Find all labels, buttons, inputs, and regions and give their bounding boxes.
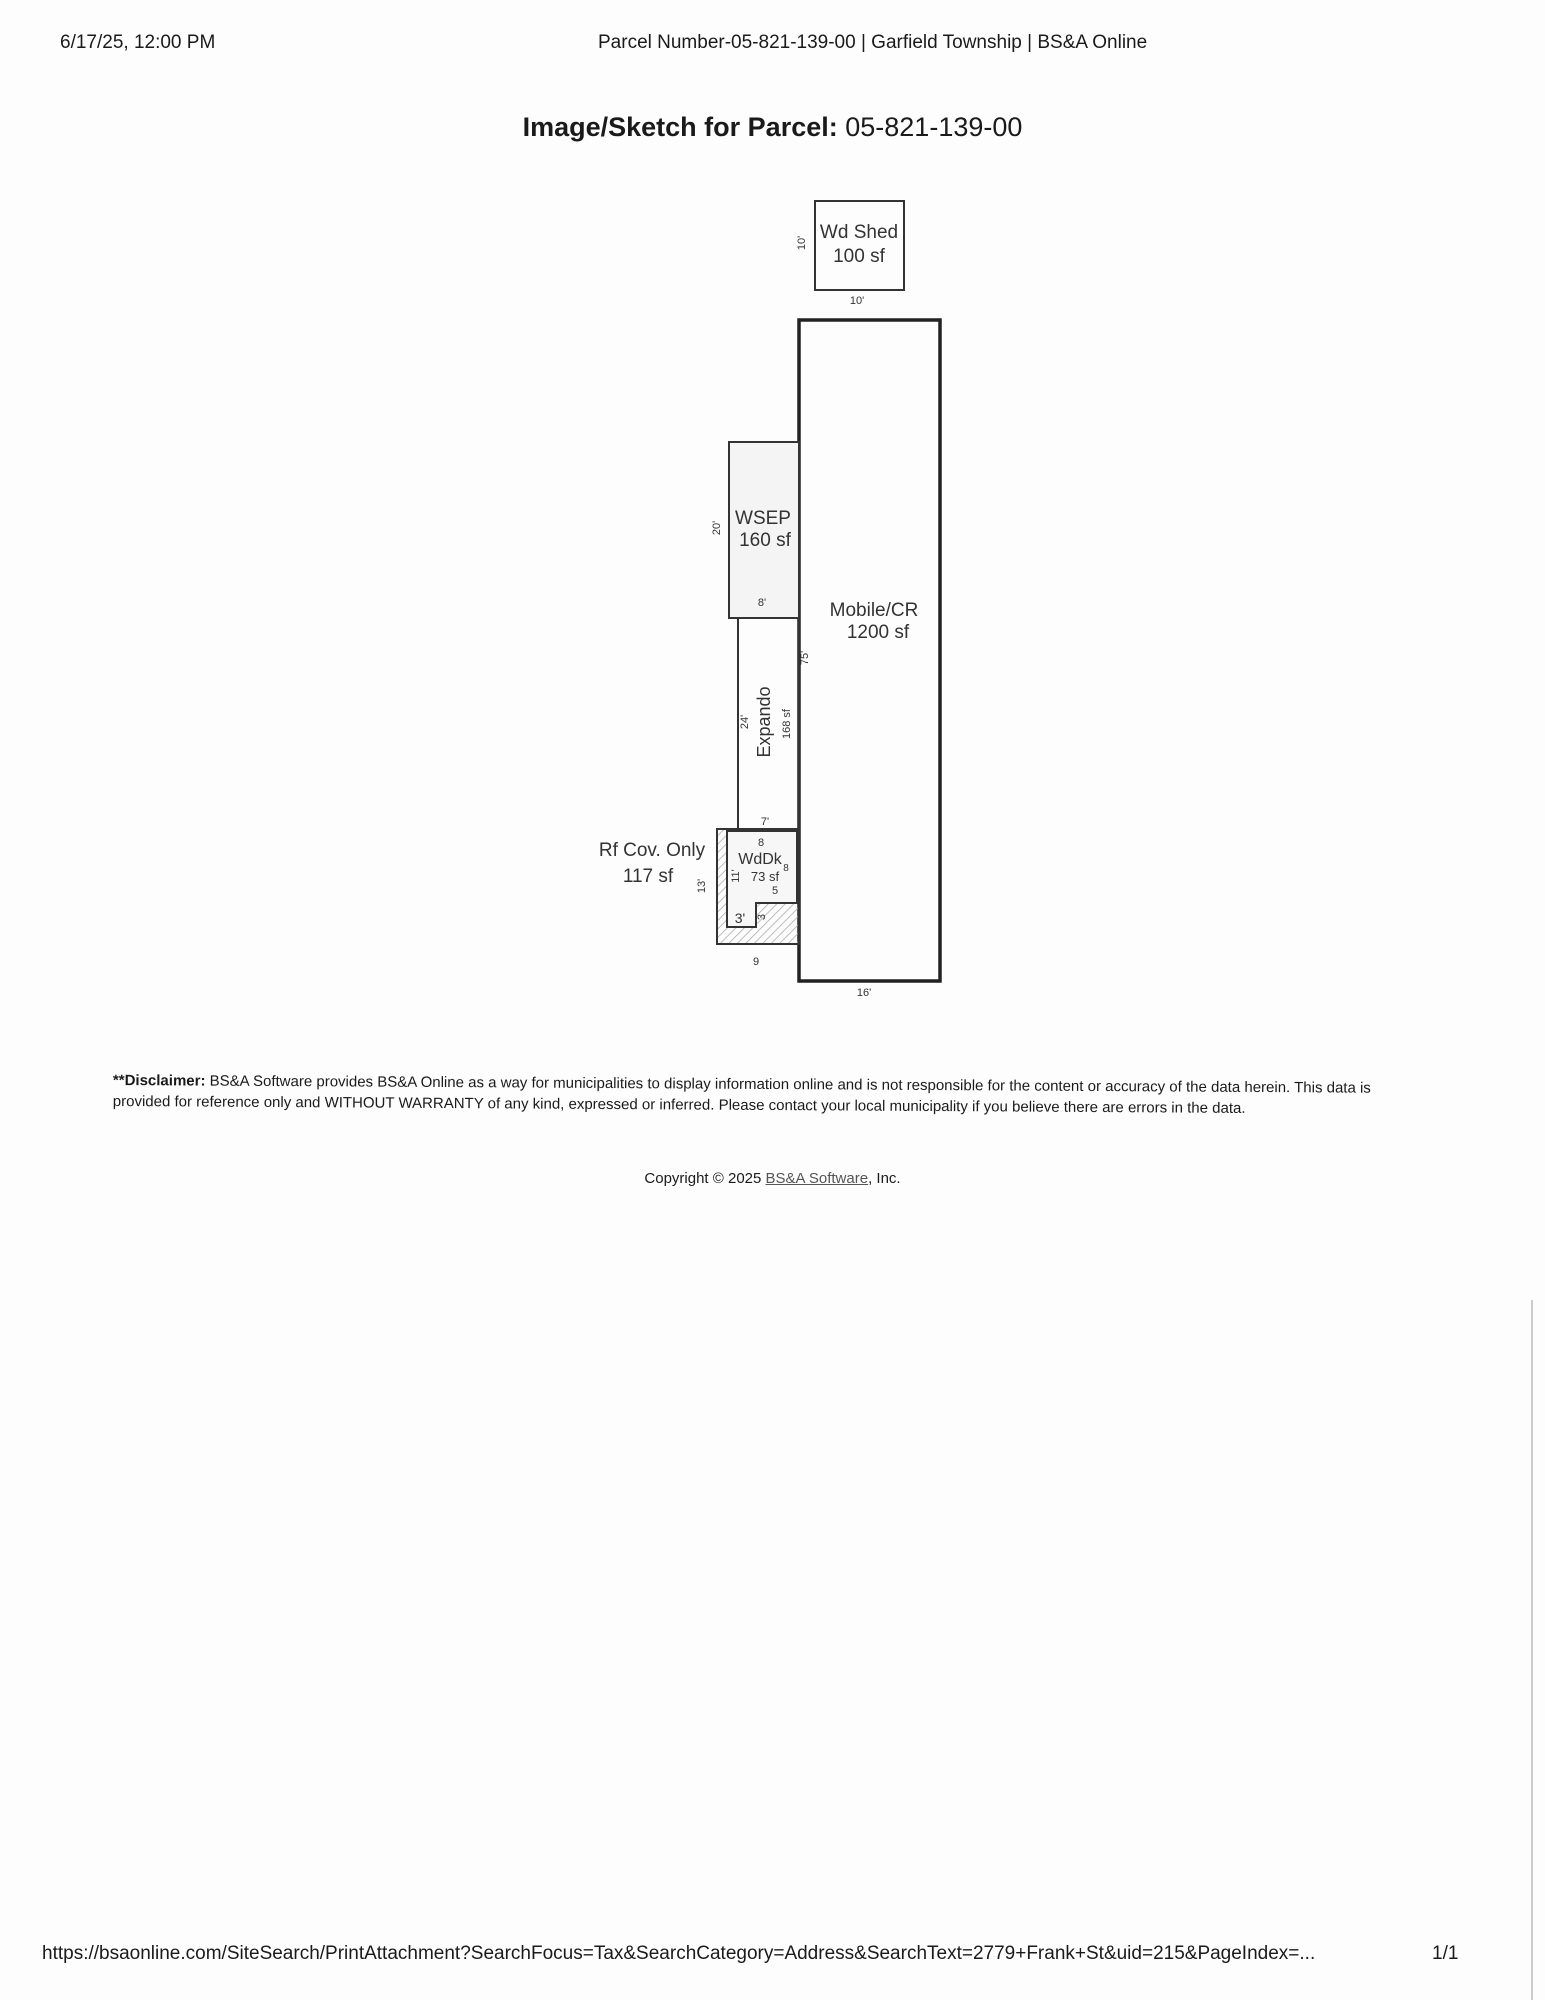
disclaimer [113,1070,1413,1120]
copyright-suffix: , Inc. [868,1170,901,1187]
shed-dim-side: 10' [796,235,808,251]
shed-name: Wd Shed [819,222,899,243]
disclaimer-text: BS&A Software provides BS&A Online as a way for municipalities to display information online and is not responsible for the content or accuracy of the data herein. This data is provided for reference only and WITHOUT WARRANTY of any kind, expressed or inferred. Please contact your local municipality if you believe there are errors in the data. [112,1072,1371,1117]
wsep-area: 160 sf [739,530,791,551]
wsep-dim-side: 20' [711,520,723,536]
expando-name: Expando [754,686,774,758]
mobile-name: Mobile/CR [829,600,919,621]
wddk-dim-step-top: 5 [771,885,779,897]
copyright-link[interactable]: BS&A Software [765,1170,869,1187]
copyright [0,1170,1545,1187]
wddk-dim-top: 8 [757,837,765,849]
shed-area: 100 sf [833,246,885,267]
rfcov-name: Rf Cov. Only [598,840,706,861]
rfcov-dim-side: 13' [696,878,708,894]
expando-dim-side: 24' [739,714,751,730]
page-counter: 1/1 [1432,1943,1459,1964]
parcel-number: 05-821-139-00 [845,112,1023,142]
scan-edge-line [1531,1300,1533,2000]
title-label: Image/Sketch for Parcel: [522,112,838,142]
wsep-dim-bottom: 8' [757,597,767,609]
expando-dim-bottom: 7' [760,816,770,828]
wddk-dim-step-side: 3 [756,913,768,921]
copyright-prefix: Copyright © 2025 [644,1170,762,1187]
mobile-dim-side: 75' [799,650,811,666]
wddk-dim-left: 11' [730,869,742,883]
wddk-area: 73 sf [750,869,780,884]
wddk-name: WdDk [738,851,782,868]
print-page-title: Parcel Number-05-821-139-00 | Garfield Township | BS&A Online [598,32,1148,53]
rfcov-dim-bottom: 9 [752,956,760,968]
shed-dim-bottom: 10' [849,295,865,307]
print-datetime: 6/17/25, 12:00 PM [60,32,216,53]
wddk-dim-right: 8 [783,863,789,874]
mobile-dim-bottom: 16' [856,987,872,999]
wddk-dim-step-bottom: 3' [734,910,746,926]
rfcov-area: 117 sf [622,866,674,887]
mobile-area: 1200 sf [846,622,910,643]
disclaimer-label: **Disclaimer: [112,1072,206,1090]
mobile-outline [799,320,940,981]
print-url: https://bsaonline.com/SiteSearch/PrintAttachment?SearchFocus=Tax&SearchCategory=Address&SearchText=2779+Frank+St&uid=215&PageIndex=... [42,1943,1316,1964]
expando-area: 168 sf [781,709,793,739]
wsep-name: WSEP [735,508,791,529]
